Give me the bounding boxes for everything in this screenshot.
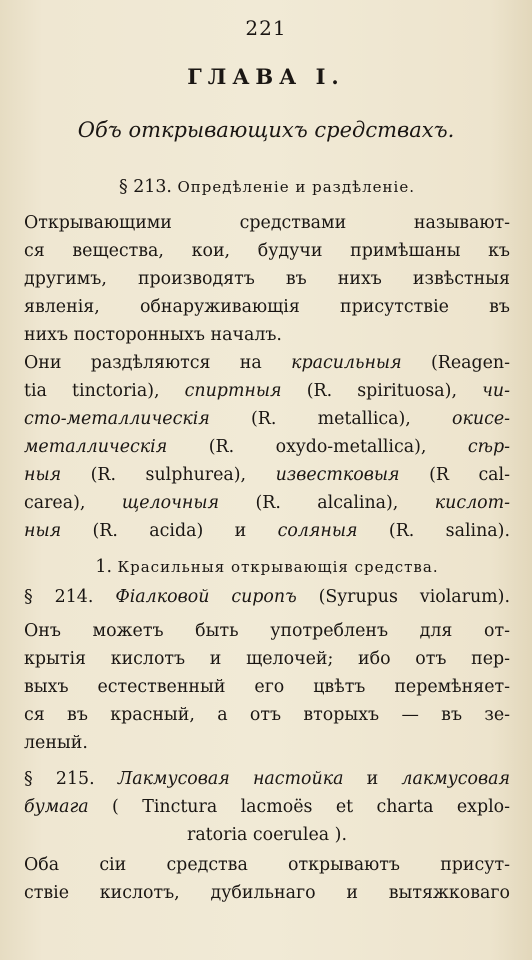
text-run: кислот- bbox=[434, 493, 510, 513]
text-run: Красильныя открывающія средства. bbox=[117, 558, 439, 576]
paragraph-line bbox=[24, 852, 510, 878]
text-run: § 215. bbox=[24, 769, 118, 789]
text-run: лакмусовая bbox=[401, 769, 510, 789]
text-run: Открывающими средствами называют- bbox=[24, 213, 510, 233]
paragraph-line bbox=[24, 294, 510, 320]
text-run: ся вещества, кои, будучи примѣшаны къ bbox=[24, 241, 510, 261]
paragraph-line bbox=[24, 266, 510, 292]
section-heading-215 bbox=[24, 766, 510, 792]
text-run: tia tinctoria), bbox=[24, 381, 185, 401]
text-run: Опредѣленіе и раздѣленіе. bbox=[177, 178, 415, 196]
paragraph-line bbox=[24, 880, 510, 906]
paragraph-line bbox=[24, 646, 510, 672]
paragraph-line bbox=[24, 618, 510, 644]
text-run: ныя bbox=[24, 465, 62, 485]
paragraph-line bbox=[24, 210, 510, 236]
paragraph-line bbox=[24, 406, 510, 432]
paragraph-line bbox=[24, 822, 510, 848]
paragraph-line bbox=[24, 434, 510, 460]
text-run: (R. metallica), bbox=[209, 409, 453, 429]
text-run: крытія кислотъ и щелочей; ибо отъ пер- bbox=[24, 649, 510, 669]
text-run: (R. oxydo-metallica), bbox=[167, 437, 468, 457]
text-run: Лакмусовая настойка bbox=[117, 769, 344, 789]
text-run: Оба сіи средства открываютъ присут- bbox=[24, 855, 510, 875]
text-run: известковыя bbox=[275, 465, 400, 485]
paragraph-line bbox=[24, 350, 510, 376]
chapter-title: ГЛАВА I. bbox=[187, 64, 345, 89]
text-run: и bbox=[343, 769, 402, 789]
text-run: ratoria coerulea ). bbox=[187, 825, 347, 845]
text-run: (R. spirituosa), bbox=[281, 381, 483, 401]
text-run: красильныя bbox=[291, 353, 402, 373]
paragraph-line bbox=[24, 702, 510, 728]
text-run: бумага bbox=[24, 797, 89, 817]
text-run: нихъ посторонныхъ началъ. bbox=[24, 325, 282, 345]
text-run: (Reagen- bbox=[401, 353, 510, 373]
text-run: (R. alcalina), bbox=[219, 493, 435, 513]
paragraph-line bbox=[24, 674, 510, 700]
paragraph-line bbox=[24, 490, 510, 516]
text-run: ся въ красный, а отъ вторыхъ — въ зе- bbox=[24, 705, 510, 725]
page-number: 221 bbox=[245, 16, 287, 40]
text-run: леный. bbox=[24, 733, 88, 753]
text-run: § 214. bbox=[24, 587, 116, 607]
paragraph-line bbox=[24, 322, 510, 348]
text-run: спиртныя bbox=[184, 381, 282, 401]
text-run: щелочныя bbox=[121, 493, 220, 513]
paragraph-line bbox=[24, 518, 510, 544]
subsection-heading-1 bbox=[24, 554, 510, 580]
text-run: окисе- bbox=[452, 409, 510, 429]
section-heading-214 bbox=[24, 584, 510, 610]
chapter-subtitle: Объ открывающихъ средствахъ. bbox=[77, 118, 455, 142]
text-run: явленія, обнаруживающія присутствіе въ bbox=[24, 297, 510, 317]
paragraph-line bbox=[24, 794, 510, 820]
text-run: (R. sulphurea), bbox=[61, 465, 276, 485]
text-run: carea), bbox=[24, 493, 122, 513]
text-run: (R cal- bbox=[399, 465, 510, 485]
text-run: 1. bbox=[95, 557, 118, 577]
text-run: (R. acida) и bbox=[61, 521, 278, 541]
text-run: Они раздѣляются на bbox=[24, 353, 292, 373]
text-run: другимъ, производятъ въ нихъ извѣстныя bbox=[24, 269, 510, 289]
text-run: выхъ естественный его цвѣтъ перемѣняет- bbox=[24, 677, 510, 697]
text-run: сто-металлическія bbox=[24, 409, 210, 429]
text-run: ствіе кислотъ, дубильнаго и вытяжковаго bbox=[24, 883, 510, 903]
text-run: (Syrupus violarum). bbox=[296, 587, 510, 607]
paragraph-line bbox=[24, 730, 510, 756]
paragraph-line bbox=[24, 238, 510, 264]
text-run: Фіалковой сиропъ bbox=[115, 587, 297, 607]
text-run: (R. salina). bbox=[357, 521, 510, 541]
paragraph-line bbox=[24, 462, 510, 488]
text-run: сѣр- bbox=[467, 437, 510, 457]
paragraph-line bbox=[24, 378, 510, 404]
text-run: § 213. bbox=[118, 177, 178, 197]
text-run: ( Tinctura lacmoës et charta explo- bbox=[88, 797, 510, 817]
text-run: Онъ можетъ быть употребленъ для от- bbox=[24, 621, 510, 641]
text-run: чи- bbox=[482, 381, 510, 401]
section-heading-213 bbox=[24, 174, 510, 200]
text-run: металлическія bbox=[24, 437, 168, 457]
text-run: соляныя bbox=[277, 521, 358, 541]
text-run: ныя bbox=[24, 521, 62, 541]
